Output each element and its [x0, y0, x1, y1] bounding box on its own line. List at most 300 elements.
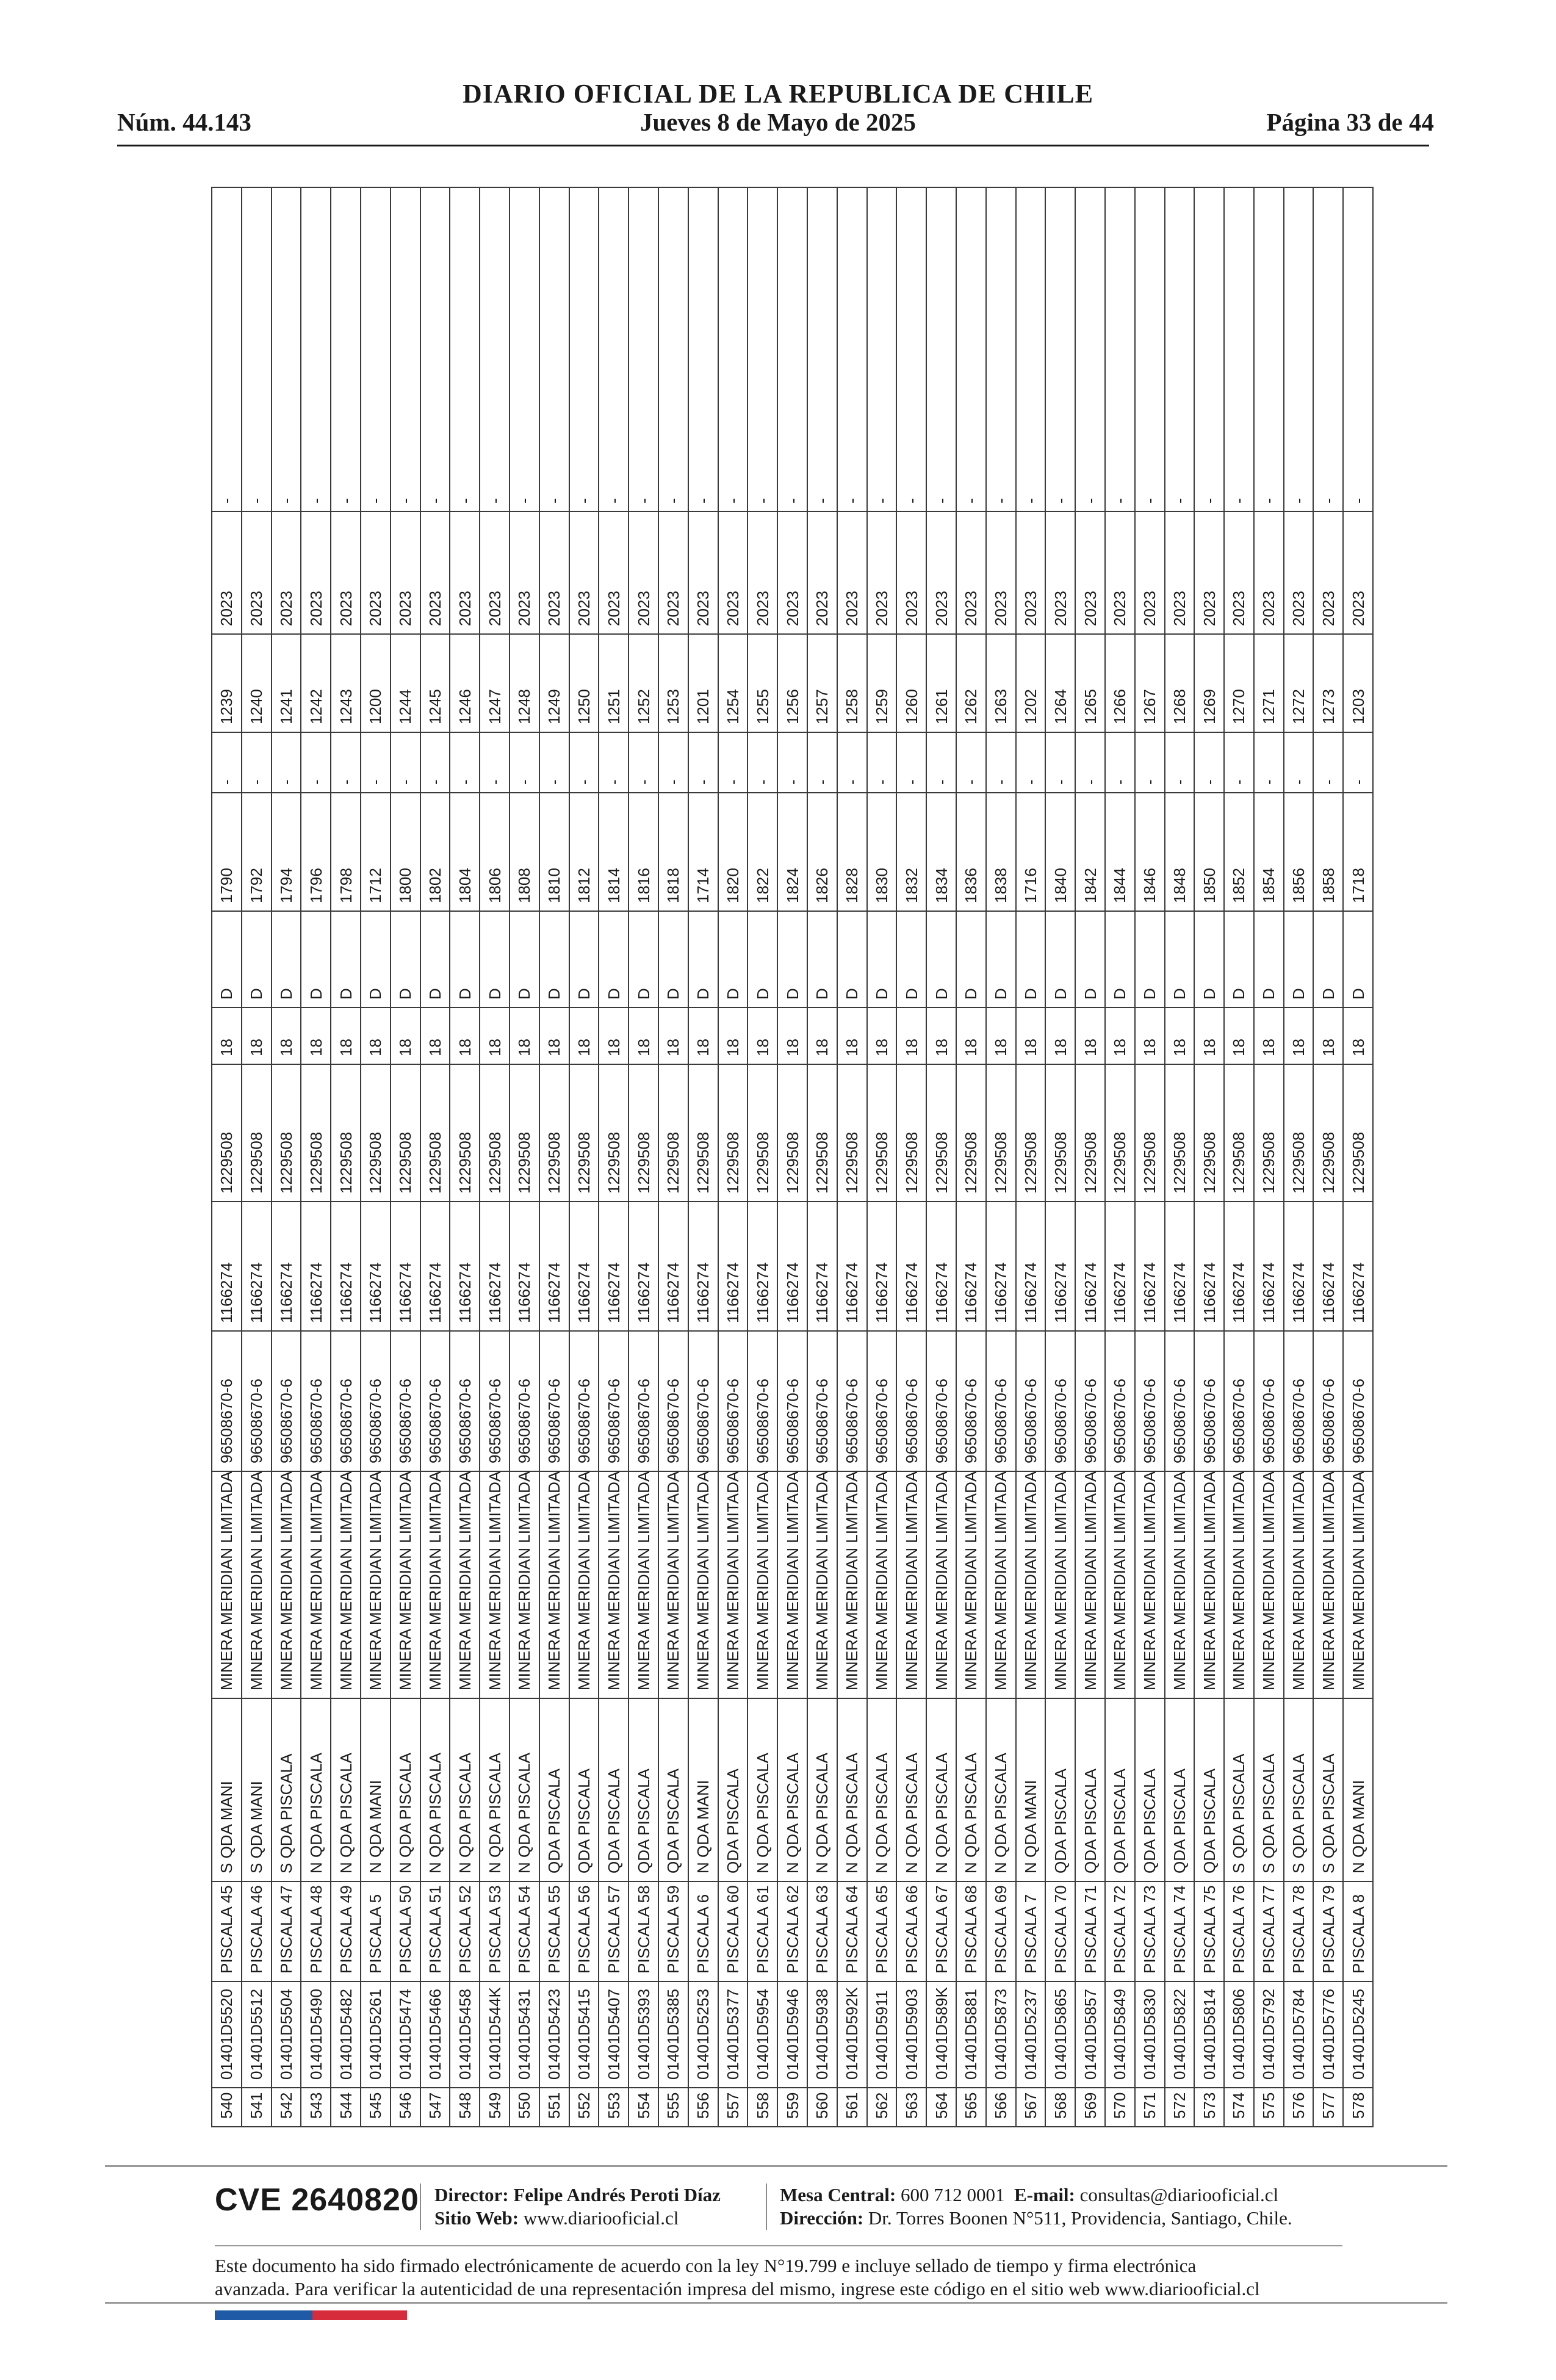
- cell-separator: -: [1075, 732, 1105, 793]
- cell-folio: 1846: [1135, 793, 1165, 911]
- table-row: [1313, 187, 1343, 2127]
- table-row: [361, 187, 391, 2127]
- cell-row-number: 557: [718, 2088, 748, 2127]
- cell-coord-north: 1166274: [718, 1202, 748, 1331]
- table-row: [272, 187, 301, 2127]
- cell-notes: -: [212, 187, 242, 511]
- cell-separator: -: [1343, 732, 1373, 793]
- cell-owner-rut: 96508670-6: [1165, 1331, 1195, 1471]
- cell-coord-east: 1229508: [1194, 1064, 1224, 1202]
- cell-coord-east: 1229508: [331, 1064, 361, 1202]
- cell-datum: D: [212, 911, 242, 1008]
- address-value: Dr. Torres Boonen N°511, Providencia, Santiago, Chile.: [868, 2207, 1292, 2229]
- cell-owner-rut: 96508670-6: [301, 1331, 331, 1471]
- cell-owner: MINERA MERIDIAN LIMITADA: [986, 1471, 1016, 1698]
- cell-folio: 1802: [420, 793, 450, 911]
- cell-year: 2023: [986, 511, 1016, 634]
- cell-number: 1272: [1284, 634, 1314, 732]
- cell-datum: D: [1016, 911, 1046, 1008]
- cell-folio: 1832: [896, 793, 926, 911]
- cell-number: 1249: [539, 634, 569, 732]
- cell-year: 2023: [450, 511, 480, 634]
- cell-number: 1259: [867, 634, 897, 732]
- cell-coord-north: 1166274: [331, 1202, 361, 1331]
- cell-owner-rut: 96508670-6: [539, 1331, 569, 1471]
- cell-row-number: 569: [1075, 2088, 1105, 2127]
- cell-coord-north: 1166274: [569, 1202, 599, 1331]
- footer-divider-middle: [215, 2245, 1342, 2246]
- table-row: [212, 187, 242, 2127]
- cell-coord-north: 1166274: [212, 1202, 242, 1331]
- cell-huso: 18: [718, 1008, 748, 1064]
- cell-claim-name: PISCALA 5: [361, 1881, 391, 1982]
- cell-location: N QDA PISCALA: [391, 1698, 420, 1881]
- cell-datum: D: [837, 911, 867, 1008]
- cell-huso: 18: [1224, 1008, 1254, 1064]
- cell-coord-east: 1229508: [688, 1064, 718, 1202]
- cell-datum: D: [986, 911, 1016, 1008]
- cell-claim-name: PISCALA 72: [1105, 1881, 1135, 1982]
- cell-claim-name: PISCALA 69: [986, 1881, 1016, 1982]
- cell-folio: 1850: [1194, 793, 1224, 911]
- cell-claim-name: PISCALA 52: [450, 1881, 480, 1982]
- cell-claim-code: 01401D592K: [837, 1982, 867, 2088]
- cell-datum: D: [658, 911, 688, 1008]
- cell-number: 1270: [1224, 634, 1254, 732]
- cell-row-number: 572: [1165, 2088, 1195, 2127]
- cell-location: QDA PISCALA: [1194, 1698, 1224, 1881]
- cell-year: 2023: [867, 511, 897, 634]
- cell-row-number: 578: [1343, 2088, 1373, 2127]
- cell-owner-rut: 96508670-6: [510, 1331, 539, 1471]
- cell-owner: MINERA MERIDIAN LIMITADA: [1045, 1471, 1075, 1698]
- cell-location: S QDA PISCALA: [1224, 1698, 1254, 1881]
- cell-owner: MINERA MERIDIAN LIMITADA: [777, 1471, 807, 1698]
- table-row: [1105, 187, 1135, 2127]
- cell-datum: D: [539, 911, 569, 1008]
- cell-row-number: 550: [510, 2088, 539, 2127]
- cell-owner: MINERA MERIDIAN LIMITADA: [1135, 1471, 1165, 1698]
- cell-coord-east: 1229508: [420, 1064, 450, 1202]
- table-row: [510, 187, 539, 2127]
- cell-folio: 1838: [986, 793, 1016, 911]
- cell-folio: 1718: [1343, 793, 1373, 911]
- table-row: [837, 187, 867, 2127]
- journal-title: DIARIO OFICIAL DE LA REPUBLICA DE CHILE: [462, 79, 1094, 109]
- cell-row-number: 552: [569, 2088, 599, 2127]
- director-label: Director:: [434, 2184, 509, 2205]
- cell-year: 2023: [1045, 511, 1075, 634]
- cell-owner-rut: 96508670-6: [837, 1331, 867, 1471]
- cell-year: 2023: [1165, 511, 1195, 634]
- cell-row-number: 570: [1105, 2088, 1135, 2127]
- cell-row-number: 575: [1254, 2088, 1284, 2127]
- cell-claim-name: PISCALA 73: [1135, 1881, 1165, 1982]
- cell-notes: -: [420, 187, 450, 511]
- cell-owner-rut: 96508670-6: [361, 1331, 391, 1471]
- cell-claim-code: 01401D5431: [510, 1982, 539, 2088]
- cell-notes: -: [1343, 187, 1373, 511]
- table-row: [1135, 187, 1165, 2127]
- cell-notes: -: [718, 187, 748, 511]
- cell-claim-name: PISCALA 63: [807, 1881, 837, 1982]
- cell-year: 2023: [1135, 511, 1165, 634]
- cell-separator: -: [450, 732, 480, 793]
- cell-huso: 18: [1165, 1008, 1195, 1064]
- flag-stripe-red: [312, 2310, 407, 2320]
- cell-coord-north: 1166274: [1224, 1202, 1254, 1331]
- cell-coord-east: 1229508: [1254, 1064, 1284, 1202]
- cell-row-number: 541: [242, 2088, 272, 2127]
- cell-huso: 18: [391, 1008, 420, 1064]
- cell-claim-code: 01401D5822: [1165, 1982, 1195, 2088]
- cell-separator: -: [301, 732, 331, 793]
- table-row: [867, 187, 897, 2127]
- cell-notes: -: [480, 187, 510, 511]
- cell-claim-name: PISCALA 7: [1016, 1881, 1046, 1982]
- cell-folio: 1826: [807, 793, 837, 911]
- cell-owner-rut: 96508670-6: [391, 1331, 420, 1471]
- cell-year: 2023: [1343, 511, 1373, 634]
- cell-notes: -: [926, 187, 956, 511]
- cell-owner: MINERA MERIDIAN LIMITADA: [1343, 1471, 1373, 1698]
- cell-datum: D: [688, 911, 718, 1008]
- cell-number: 1248: [510, 634, 539, 732]
- cell-folio: 1814: [599, 793, 629, 911]
- cell-coord-east: 1229508: [777, 1064, 807, 1202]
- cell-folio: 1842: [1075, 793, 1105, 911]
- cell-claim-code: 01401D5512: [242, 1982, 272, 2088]
- issue-date: Jueves 8 de Mayo de 2025: [639, 108, 917, 136]
- cell-notes: -: [658, 187, 688, 511]
- cell-claim-code: 01401D5490: [301, 1982, 331, 2088]
- cell-location: N QDA MANI: [361, 1698, 391, 1881]
- cell-coord-east: 1229508: [272, 1064, 301, 1202]
- table-row: [420, 187, 450, 2127]
- cell-coord-north: 1166274: [420, 1202, 450, 1331]
- cell-owner: MINERA MERIDIAN LIMITADA: [420, 1471, 450, 1698]
- cell-claim-code: 01401D5830: [1135, 1982, 1165, 2088]
- cell-year: 2023: [510, 511, 539, 634]
- cell-claim-code: 01401D5792: [1254, 1982, 1284, 2088]
- cell-location: QDA PISCALA: [1135, 1698, 1165, 1881]
- cell-location: N QDA MANI: [1016, 1698, 1046, 1881]
- cell-notes: -: [986, 187, 1016, 511]
- cell-separator: -: [896, 732, 926, 793]
- cell-claim-name: PISCALA 78: [1284, 1881, 1314, 1982]
- cell-separator: -: [718, 732, 748, 793]
- cell-row-number: 544: [331, 2088, 361, 2127]
- table-row: [599, 187, 629, 2127]
- cell-coord-north: 1166274: [1016, 1202, 1046, 1331]
- cell-number: 1201: [688, 634, 718, 732]
- table-row: [331, 187, 361, 2127]
- cell-datum: D: [926, 911, 956, 1008]
- cell-owner-rut: 96508670-6: [480, 1331, 510, 1471]
- cell-row-number: 543: [301, 2088, 331, 2127]
- cell-location: S QDA PISCALA: [1254, 1698, 1284, 1881]
- cell-coord-north: 1166274: [242, 1202, 272, 1331]
- cell-separator: -: [867, 732, 897, 793]
- cell-coord-east: 1229508: [747, 1064, 777, 1202]
- cell-number: 1245: [420, 634, 450, 732]
- cell-datum: D: [510, 911, 539, 1008]
- cell-folio: 1852: [1224, 793, 1254, 911]
- cell-folio: 1796: [301, 793, 331, 911]
- cell-claim-code: 01401D5377: [718, 1982, 748, 2088]
- cell-folio: 1848: [1165, 793, 1195, 911]
- footer-divider-top: [105, 2165, 1447, 2167]
- cell-owner-rut: 96508670-6: [807, 1331, 837, 1471]
- cell-datum: D: [361, 911, 391, 1008]
- cell-owner: MINERA MERIDIAN LIMITADA: [599, 1471, 629, 1698]
- cell-datum: D: [867, 911, 897, 1008]
- cell-coord-north: 1166274: [777, 1202, 807, 1331]
- footer-divider-bottom: [105, 2302, 1447, 2304]
- cell-folio: 1714: [688, 793, 718, 911]
- cell-claim-name: PISCALA 45: [212, 1881, 242, 1982]
- cell-folio: 1794: [272, 793, 301, 911]
- cell-row-number: 562: [867, 2088, 897, 2127]
- cell-huso: 18: [837, 1008, 867, 1064]
- cell-claim-code: 01401D5873: [986, 1982, 1016, 2088]
- cell-coord-east: 1229508: [450, 1064, 480, 1202]
- cell-separator: -: [391, 732, 420, 793]
- table-row: [688, 187, 718, 2127]
- cell-owner-rut: 96508670-6: [272, 1331, 301, 1471]
- cell-claim-name: PISCALA 46: [242, 1881, 272, 1982]
- cell-claim-name: PISCALA 59: [658, 1881, 688, 1982]
- cell-huso: 18: [1135, 1008, 1165, 1064]
- cell-year: 2023: [1224, 511, 1254, 634]
- cell-huso: 18: [1105, 1008, 1135, 1064]
- cell-location: N QDA PISCALA: [807, 1698, 837, 1881]
- cell-datum: D: [1135, 911, 1165, 1008]
- cell-number: 1257: [807, 634, 837, 732]
- cell-year: 2023: [212, 511, 242, 634]
- cell-datum: D: [480, 911, 510, 1008]
- cell-notes: -: [747, 187, 777, 511]
- flag-stripe-blue: [215, 2310, 312, 2320]
- table-row: [301, 187, 331, 2127]
- cell-notes: -: [331, 187, 361, 511]
- cell-claim-name: PISCALA 47: [272, 1881, 301, 1982]
- cell-year: 2023: [391, 511, 420, 634]
- cell-claim-code: 01401D544K: [480, 1982, 510, 2088]
- cell-folio: 1806: [480, 793, 510, 911]
- cell-year: 2023: [658, 511, 688, 634]
- cell-notes: -: [242, 187, 272, 511]
- cell-coord-east: 1229508: [1045, 1064, 1075, 1202]
- cell-owner: MINERA MERIDIAN LIMITADA: [1105, 1471, 1135, 1698]
- cell-row-number: 554: [629, 2088, 658, 2127]
- cell-claim-code: 01401D5423: [539, 1982, 569, 2088]
- cell-year: 2023: [272, 511, 301, 634]
- cell-notes: -: [807, 187, 837, 511]
- cell-coord-east: 1229508: [629, 1064, 658, 1202]
- cell-owner-rut: 96508670-6: [1075, 1331, 1105, 1471]
- cell-coord-north: 1166274: [450, 1202, 480, 1331]
- cell-claim-name: PISCALA 79: [1313, 1881, 1343, 1982]
- cell-claim-name: PISCALA 68: [956, 1881, 986, 1982]
- table-row: [1254, 187, 1284, 2127]
- cell-separator: -: [777, 732, 807, 793]
- cell-number: 1240: [242, 634, 272, 732]
- cell-separator: -: [331, 732, 361, 793]
- cell-separator: -: [510, 732, 539, 793]
- cell-year: 2023: [718, 511, 748, 634]
- cell-coord-east: 1229508: [986, 1064, 1016, 1202]
- cell-claim-name: PISCALA 54: [510, 1881, 539, 1982]
- cell-year: 2023: [1284, 511, 1314, 634]
- cell-location: N QDA PISCALA: [986, 1698, 1016, 1881]
- cell-owner-rut: 96508670-6: [1284, 1331, 1314, 1471]
- cell-datum: D: [1075, 911, 1105, 1008]
- cell-coord-north: 1166274: [956, 1202, 986, 1331]
- cell-number: 1268: [1165, 634, 1195, 732]
- cell-coord-east: 1229508: [212, 1064, 242, 1202]
- cell-year: 2023: [1016, 511, 1046, 634]
- cell-folio: 1830: [867, 793, 897, 911]
- cell-owner-rut: 96508670-6: [896, 1331, 926, 1471]
- cell-separator: -: [1165, 732, 1195, 793]
- cell-huso: 18: [272, 1008, 301, 1064]
- cell-year: 2023: [599, 511, 629, 634]
- cell-coord-east: 1229508: [837, 1064, 867, 1202]
- cell-row-number: 566: [986, 2088, 1016, 2127]
- cell-row-number: 565: [956, 2088, 986, 2127]
- cell-number: 1261: [926, 634, 956, 732]
- cell-owner-rut: 96508670-6: [867, 1331, 897, 1471]
- cell-owner: MINERA MERIDIAN LIMITADA: [272, 1471, 301, 1698]
- cell-year: 2023: [896, 511, 926, 634]
- cell-huso: 18: [1194, 1008, 1224, 1064]
- cell-owner-rut: 96508670-6: [956, 1331, 986, 1471]
- cell-notes: -: [629, 187, 658, 511]
- cell-coord-east: 1229508: [569, 1064, 599, 1202]
- table-frame: [211, 187, 1367, 2127]
- cell-separator: -: [272, 732, 301, 793]
- cell-coord-east: 1229508: [510, 1064, 539, 1202]
- cell-separator: -: [926, 732, 956, 793]
- cell-row-number: 567: [1016, 2088, 1046, 2127]
- cell-folio: 1804: [450, 793, 480, 911]
- cell-coord-east: 1229508: [1016, 1064, 1046, 1202]
- cell-claim-name: PISCALA 64: [837, 1881, 867, 1982]
- cell-datum: D: [272, 911, 301, 1008]
- cell-owner: MINERA MERIDIAN LIMITADA: [837, 1471, 867, 1698]
- cve-code: CVE 2640820: [215, 2182, 419, 2218]
- cell-row-number: 542: [272, 2088, 301, 2127]
- cell-notes: -: [1165, 187, 1195, 511]
- cell-year: 2023: [331, 511, 361, 634]
- cell-owner-rut: 96508670-6: [569, 1331, 599, 1471]
- cell-coord-north: 1166274: [658, 1202, 688, 1331]
- cell-number: 1266: [1105, 634, 1135, 732]
- cell-coord-east: 1229508: [1105, 1064, 1135, 1202]
- table-row: [1016, 187, 1046, 2127]
- email-link[interactable]: consultas@diariooficial.cl: [1079, 2184, 1279, 2205]
- cell-coord-north: 1166274: [807, 1202, 837, 1331]
- cell-folio: 1854: [1254, 793, 1284, 911]
- cell-claim-name: PISCALA 62: [777, 1881, 807, 1982]
- cell-huso: 18: [539, 1008, 569, 1064]
- cell-claim-code: 01401D5806: [1224, 1982, 1254, 2088]
- cell-row-number: 561: [837, 2088, 867, 2127]
- cell-folio: 1812: [569, 793, 599, 911]
- cell-coord-north: 1166274: [599, 1202, 629, 1331]
- website-link[interactable]: www.diariooficial.cl: [523, 2207, 679, 2229]
- cell-owner-rut: 96508670-6: [1224, 1331, 1254, 1471]
- cell-claim-name: PISCALA 76: [1224, 1881, 1254, 1982]
- cell-coord-east: 1229508: [539, 1064, 569, 1202]
- cell-claim-code: 01401D5504: [272, 1982, 301, 2088]
- cell-folio: 1800: [391, 793, 420, 911]
- cell-notes: -: [569, 187, 599, 511]
- cell-owner-rut: 96508670-6: [1313, 1331, 1343, 1471]
- cell-owner-rut: 96508670-6: [1045, 1331, 1075, 1471]
- cell-location: QDA PISCALA: [1075, 1698, 1105, 1881]
- cell-year: 2023: [747, 511, 777, 634]
- cell-location: QDA PISCALA: [718, 1698, 748, 1881]
- cell-coord-east: 1229508: [242, 1064, 272, 1202]
- cell-huso: 18: [1016, 1008, 1046, 1064]
- cell-claim-code: 01401D5814: [1194, 1982, 1224, 2088]
- cell-owner-rut: 96508670-6: [718, 1331, 748, 1471]
- cell-coord-north: 1166274: [688, 1202, 718, 1331]
- cell-number: 1253: [658, 634, 688, 732]
- cell-owner-rut: 96508670-6: [1194, 1331, 1224, 1471]
- cell-claim-code: 01401D5253: [688, 1982, 718, 2088]
- cell-row-number: 549: [480, 2088, 510, 2127]
- cell-owner-rut: 96508670-6: [658, 1331, 688, 1471]
- cell-row-number: 556: [688, 2088, 718, 2127]
- footer-director-block: [434, 2183, 721, 2230]
- cell-separator: -: [569, 732, 599, 793]
- cell-separator: -: [688, 732, 718, 793]
- cell-separator: -: [1284, 732, 1314, 793]
- cell-claim-name: PISCALA 71: [1075, 1881, 1105, 1982]
- cell-owner: MINERA MERIDIAN LIMITADA: [480, 1471, 510, 1698]
- cell-location: N QDA PISCALA: [896, 1698, 926, 1881]
- cell-year: 2023: [956, 511, 986, 634]
- cell-claim-code: 01401D5865: [1045, 1982, 1075, 2088]
- cell-folio: 1798: [331, 793, 361, 911]
- cell-folio: 1824: [777, 793, 807, 911]
- cell-owner-rut: 96508670-6: [1135, 1331, 1165, 1471]
- cell-coord-east: 1229508: [1313, 1064, 1343, 1202]
- cell-year: 2023: [301, 511, 331, 634]
- cell-owner: MINERA MERIDIAN LIMITADA: [331, 1471, 361, 1698]
- cell-notes: -: [777, 187, 807, 511]
- cell-location: QDA PISCALA: [1165, 1698, 1195, 1881]
- table-row: [896, 187, 926, 2127]
- cell-huso: 18: [747, 1008, 777, 1064]
- cell-owner: MINERA MERIDIAN LIMITADA: [1313, 1471, 1343, 1698]
- cell-huso: 18: [1284, 1008, 1314, 1064]
- table-row: [956, 187, 986, 2127]
- cell-huso: 18: [510, 1008, 539, 1064]
- cell-folio: 1828: [837, 793, 867, 911]
- cell-owner: MINERA MERIDIAN LIMITADA: [1284, 1471, 1314, 1698]
- cell-folio: 1844: [1105, 793, 1135, 911]
- cell-folio: 1716: [1016, 793, 1046, 911]
- cell-claim-name: PISCALA 65: [867, 1881, 897, 1982]
- cell-location: N QDA PISCALA: [956, 1698, 986, 1881]
- table-row: [1165, 187, 1195, 2127]
- cell-coord-north: 1166274: [301, 1202, 331, 1331]
- footer-separator: [420, 2183, 421, 2230]
